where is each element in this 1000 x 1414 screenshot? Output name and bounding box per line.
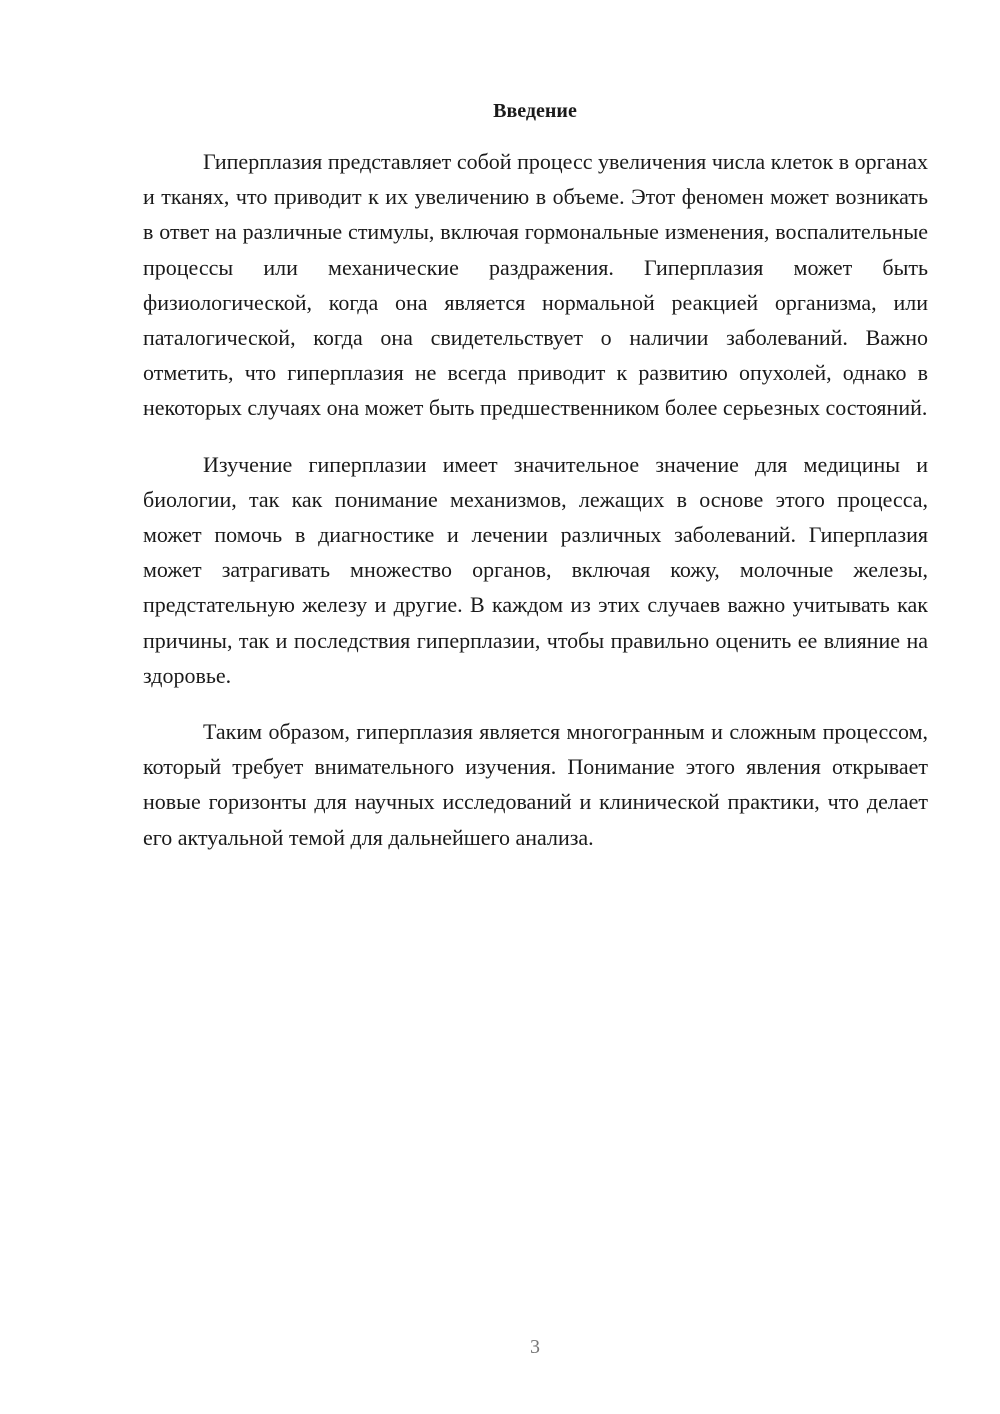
- section-title: Введение: [493, 100, 577, 122]
- paragraph-3: Таким образом, гиперплазия является многогранным и сложным процессом, который требует внимательного изучения. Понимание этого явления открывает новые горизонты для научных исследований и клинической практики, что делает его актуальной темой для дальнейшего анализа.: [143, 719, 928, 850]
- paragraph-1: Гиперплазия представляет собой процесс увеличения числа клеток в органах и тканях, что приводит к их увеличению в объеме. Этот феномен может возникать в ответ на различные стимулы, включая гормональные изменения, воспалительные процессы или механические раздражения. Гиперплазия может быть физиологической, когда она является нормальной реакцией организма, или паталогической, когда она свидетельствует о наличии заболеваний. Важно отметить, что гиперплазия не всегда приводит к развитию опухолей, однако в некоторых случаях она может быть предшественником более серьезных состояний.: [143, 149, 928, 421]
- paragraph-2: Изучение гиперплазии имеет значительное значение для медицины и биологии, так как понимание механизмов, лежащих в основе этого процесса, может помочь в диагностике и лечении различных заболеваний. Гиперплазия может затрагивать множество органов, включая кожу, молочные железы, предстательную железу и другие. В каждом из этих случаев важно учитывать как причины, так и последствия гиперплазии, чтобы правильно оценить ее влияние на здоровье.: [143, 451, 928, 688]
- page-number: 3: [530, 1336, 540, 1358]
- body-text: [143, 144, 928, 876]
